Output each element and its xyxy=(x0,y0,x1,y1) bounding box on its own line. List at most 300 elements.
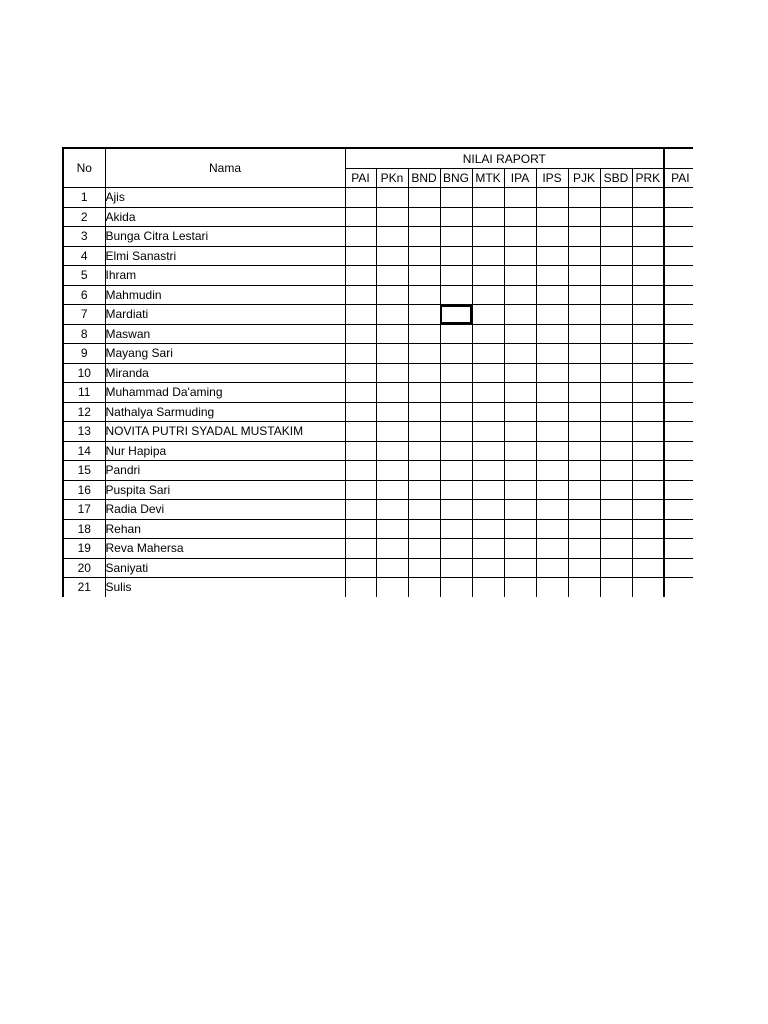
score-cell[interactable] xyxy=(504,480,536,500)
student-name-cell[interactable]: NOVITA PUTRI SYADAL MUSTAKIM xyxy=(105,422,345,442)
score-cell[interactable] xyxy=(568,461,600,481)
score-cell[interactable] xyxy=(504,324,536,344)
student-name-cell[interactable]: Ajis xyxy=(105,188,345,208)
score-cell[interactable] xyxy=(408,539,440,559)
score-cell[interactable] xyxy=(536,422,568,442)
score-cell[interactable] xyxy=(345,441,376,461)
score-cell[interactable] xyxy=(376,519,408,539)
score-cell[interactable] xyxy=(376,305,408,325)
score-cell[interactable] xyxy=(632,344,664,364)
score-cell[interactable] xyxy=(632,383,664,403)
row-number-cell[interactable]: 20 xyxy=(63,558,105,578)
score-cell[interactable] xyxy=(376,441,408,461)
score-cell[interactable] xyxy=(600,227,632,247)
score-cell[interactable] xyxy=(504,207,536,227)
score-cell[interactable] xyxy=(345,344,376,364)
score-cell[interactable] xyxy=(472,558,504,578)
score-cell[interactable] xyxy=(504,422,536,442)
score-cell[interactable] xyxy=(632,558,664,578)
score-cell[interactable] xyxy=(440,578,472,598)
row-number-cell[interactable]: 2 xyxy=(63,207,105,227)
student-name-cell[interactable]: Akida xyxy=(105,207,345,227)
row-number-cell[interactable]: 5 xyxy=(63,266,105,286)
score-cell[interactable] xyxy=(632,519,664,539)
score-cell[interactable] xyxy=(504,188,536,208)
score-cell[interactable] xyxy=(600,500,632,520)
row-number-cell[interactable]: 18 xyxy=(63,519,105,539)
table-row xyxy=(63,305,693,325)
table-row xyxy=(63,324,693,344)
score-cell[interactable] xyxy=(472,324,504,344)
score-cell[interactable] xyxy=(440,344,472,364)
score-cell[interactable] xyxy=(376,539,408,559)
column-header-no[interactable]: No xyxy=(63,148,105,188)
subject-header-sbd[interactable]: SBD xyxy=(600,169,632,188)
score-cell[interactable] xyxy=(472,207,504,227)
score-cell[interactable] xyxy=(536,383,568,403)
score-cell[interactable] xyxy=(664,305,693,325)
row-number-cell[interactable]: 13 xyxy=(63,422,105,442)
score-cell[interactable] xyxy=(376,285,408,305)
score-cell[interactable] xyxy=(408,266,440,286)
score-cell[interactable] xyxy=(664,344,693,364)
group-header-nilai-raport[interactable]: NILAI RAPORT xyxy=(345,148,664,169)
student-name-cell[interactable]: Sulis xyxy=(105,578,345,598)
subject-header-pai-2[interactable]: PAI xyxy=(664,169,693,188)
row-number-cell[interactable]: 11 xyxy=(63,383,105,403)
score-cell[interactable] xyxy=(536,441,568,461)
score-cell[interactable] xyxy=(504,461,536,481)
table-row xyxy=(63,539,693,559)
subject-header-pjk[interactable]: PJK xyxy=(568,169,600,188)
score-cell[interactable] xyxy=(376,480,408,500)
score-cell[interactable] xyxy=(568,344,600,364)
row-number-cell[interactable]: 7 xyxy=(63,305,105,325)
score-cell[interactable] xyxy=(472,285,504,305)
score-cell[interactable] xyxy=(568,558,600,578)
score-cell[interactable] xyxy=(600,285,632,305)
score-cell[interactable] xyxy=(440,422,472,442)
score-cell[interactable] xyxy=(600,344,632,364)
score-cell[interactable] xyxy=(664,402,693,422)
score-cell[interactable] xyxy=(345,188,376,208)
student-name-cell[interactable]: Mayang Sari xyxy=(105,344,345,364)
score-cell[interactable] xyxy=(632,539,664,559)
student-name-cell[interactable]: Puspita Sari xyxy=(105,480,345,500)
score-cell[interactable] xyxy=(504,539,536,559)
score-cell[interactable] xyxy=(664,246,693,266)
table-row xyxy=(63,207,693,227)
score-cell[interactable] xyxy=(376,383,408,403)
student-name-cell[interactable]: Saniyati xyxy=(105,558,345,578)
student-name-cell[interactable]: Bunga Citra Lestari xyxy=(105,227,345,247)
score-cell[interactable] xyxy=(408,227,440,247)
student-name-cell[interactable]: Pandri xyxy=(105,461,345,481)
score-cell[interactable] xyxy=(536,363,568,383)
score-cell[interactable] xyxy=(568,480,600,500)
subject-header-bng[interactable]: BNG xyxy=(440,169,472,188)
score-cell[interactable] xyxy=(440,285,472,305)
score-cell[interactable] xyxy=(600,363,632,383)
student-name-cell[interactable]: Rehan xyxy=(105,519,345,539)
score-cell[interactable] xyxy=(472,519,504,539)
score-cell[interactable] xyxy=(440,539,472,559)
score-cell[interactable] xyxy=(600,207,632,227)
subject-header-pai[interactable]: PAI xyxy=(345,169,376,188)
row-number-cell[interactable]: 9 xyxy=(63,344,105,364)
student-name-cell[interactable]: Muhammad Da'aming xyxy=(105,383,345,403)
score-cell[interactable] xyxy=(345,324,376,344)
score-cell[interactable] xyxy=(408,402,440,422)
student-name-cell[interactable]: Mardiati xyxy=(105,305,345,325)
score-cell[interactable] xyxy=(408,285,440,305)
score-cell[interactable] xyxy=(568,305,600,325)
score-cell[interactable] xyxy=(472,227,504,247)
score-cell[interactable] xyxy=(664,519,693,539)
score-cell[interactable] xyxy=(376,246,408,266)
row-number-cell[interactable]: 4 xyxy=(63,246,105,266)
score-cell[interactable] xyxy=(632,578,664,598)
score-cell[interactable] xyxy=(632,480,664,500)
score-cell[interactable] xyxy=(568,519,600,539)
table-row xyxy=(63,402,693,422)
score-cell[interactable] xyxy=(536,402,568,422)
table-row xyxy=(63,363,693,383)
score-cell[interactable] xyxy=(504,227,536,247)
score-cell[interactable] xyxy=(504,363,536,383)
student-name-cell[interactable]: Ihram xyxy=(105,266,345,286)
student-name-cell[interactable]: Radia Devi xyxy=(105,500,345,520)
score-cell[interactable] xyxy=(472,246,504,266)
score-cell[interactable] xyxy=(472,266,504,286)
score-cell[interactable] xyxy=(536,227,568,247)
score-cell[interactable] xyxy=(376,266,408,286)
score-cell[interactable] xyxy=(664,285,693,305)
score-cell[interactable] xyxy=(440,500,472,520)
score-cell[interactable] xyxy=(376,188,408,208)
score-cell[interactable] xyxy=(600,578,632,598)
score-cell[interactable] xyxy=(472,441,504,461)
score-cell[interactable] xyxy=(664,461,693,481)
score-cell[interactable] xyxy=(600,461,632,481)
score-cell[interactable] xyxy=(632,363,664,383)
score-cell[interactable] xyxy=(632,207,664,227)
score-cell[interactable] xyxy=(568,266,600,286)
score-cell[interactable] xyxy=(440,519,472,539)
table-row xyxy=(63,383,693,403)
score-cell[interactable] xyxy=(632,285,664,305)
score-cell[interactable] xyxy=(440,324,472,344)
score-cell[interactable] xyxy=(504,402,536,422)
subject-header-pkn[interactable]: PKn xyxy=(376,169,408,188)
score-cell[interactable] xyxy=(345,246,376,266)
row-number-cell[interactable]: 14 xyxy=(63,441,105,461)
row-number-cell[interactable]: 3 xyxy=(63,227,105,247)
score-cell[interactable] xyxy=(376,344,408,364)
row-number-cell[interactable]: 1 xyxy=(63,188,105,208)
score-cell[interactable] xyxy=(568,500,600,520)
score-cell[interactable] xyxy=(472,188,504,208)
score-cell[interactable] xyxy=(600,324,632,344)
score-cell[interactable] xyxy=(376,402,408,422)
score-cell[interactable] xyxy=(440,441,472,461)
score-cell[interactable] xyxy=(504,266,536,286)
score-cell[interactable] xyxy=(568,207,600,227)
row-number-cell[interactable]: 6 xyxy=(63,285,105,305)
score-cell[interactable] xyxy=(440,461,472,481)
score-cell[interactable] xyxy=(408,246,440,266)
score-cell[interactable] xyxy=(664,324,693,344)
score-cell[interactable] xyxy=(600,246,632,266)
score-cell[interactable] xyxy=(440,383,472,403)
table-row xyxy=(63,266,693,286)
score-cell[interactable] xyxy=(568,402,600,422)
score-cell[interactable] xyxy=(345,285,376,305)
score-cell[interactable] xyxy=(472,402,504,422)
score-cell[interactable] xyxy=(664,558,693,578)
table-row xyxy=(63,246,693,266)
table-body xyxy=(63,188,693,598)
score-cell[interactable] xyxy=(504,246,536,266)
score-cell[interactable] xyxy=(664,441,693,461)
score-cell[interactable] xyxy=(408,188,440,208)
student-name-cell[interactable]: Miranda xyxy=(105,363,345,383)
score-cell[interactable] xyxy=(504,519,536,539)
score-cell[interactable] xyxy=(568,539,600,559)
score-cell[interactable] xyxy=(408,461,440,481)
score-cell[interactable] xyxy=(536,305,568,325)
score-cell[interactable] xyxy=(568,246,600,266)
score-cell[interactable] xyxy=(440,246,472,266)
score-cell[interactable] xyxy=(568,324,600,344)
score-cell[interactable] xyxy=(472,363,504,383)
score-cell[interactable] xyxy=(440,188,472,208)
score-cell[interactable] xyxy=(600,422,632,442)
score-cell[interactable] xyxy=(568,227,600,247)
student-name-cell[interactable]: Nathalya Sarmuding xyxy=(105,402,345,422)
group-header-next[interactable] xyxy=(664,148,693,169)
subject-header-ipa[interactable]: IPA xyxy=(504,169,536,188)
score-cell[interactable] xyxy=(345,480,376,500)
row-number-cell[interactable]: 15 xyxy=(63,461,105,481)
score-cell[interactable] xyxy=(408,422,440,442)
score-cell[interactable] xyxy=(664,383,693,403)
score-cell[interactable] xyxy=(536,558,568,578)
score-cell[interactable] xyxy=(345,207,376,227)
row-number-cell[interactable]: 8 xyxy=(63,324,105,344)
score-cell[interactable] xyxy=(376,227,408,247)
score-cell[interactable] xyxy=(536,500,568,520)
score-cell[interactable] xyxy=(664,422,693,442)
score-cell[interactable] xyxy=(408,324,440,344)
score-cell[interactable] xyxy=(345,578,376,598)
score-cell[interactable] xyxy=(536,578,568,598)
score-cell[interactable] xyxy=(472,344,504,364)
score-cell[interactable] xyxy=(536,519,568,539)
score-cell[interactable] xyxy=(376,558,408,578)
score-cell[interactable] xyxy=(345,305,376,325)
score-cell[interactable] xyxy=(632,188,664,208)
score-cell[interactable] xyxy=(600,188,632,208)
score-cell[interactable] xyxy=(345,461,376,481)
row-number-cell[interactable]: 17 xyxy=(63,500,105,520)
score-cell[interactable] xyxy=(504,344,536,364)
score-cell[interactable] xyxy=(536,480,568,500)
table-row xyxy=(63,480,693,500)
score-cell[interactable] xyxy=(408,578,440,598)
score-cell[interactable] xyxy=(632,500,664,520)
score-cell[interactable] xyxy=(345,363,376,383)
score-cell[interactable] xyxy=(568,363,600,383)
score-cell[interactable] xyxy=(568,383,600,403)
score-cell[interactable] xyxy=(440,266,472,286)
score-cell[interactable] xyxy=(600,539,632,559)
score-cell[interactable] xyxy=(472,461,504,481)
score-cell[interactable] xyxy=(664,363,693,383)
score-cell[interactable] xyxy=(536,188,568,208)
score-cell[interactable] xyxy=(632,461,664,481)
score-cell[interactable] xyxy=(568,188,600,208)
score-cell[interactable] xyxy=(376,363,408,383)
score-cell[interactable] xyxy=(632,246,664,266)
score-cell[interactable] xyxy=(600,402,632,422)
score-cell[interactable] xyxy=(536,246,568,266)
score-cell[interactable] xyxy=(408,363,440,383)
score-cell[interactable] xyxy=(345,383,376,403)
score-cell[interactable] xyxy=(408,441,440,461)
score-cell[interactable] xyxy=(472,480,504,500)
score-cell[interactable] xyxy=(440,207,472,227)
score-cell[interactable] xyxy=(600,266,632,286)
student-name-cell[interactable]: Elmi Sanastri xyxy=(105,246,345,266)
subject-header-bnd[interactable]: BND xyxy=(408,169,440,188)
score-cell[interactable] xyxy=(600,558,632,578)
score-cell[interactable] xyxy=(504,305,536,325)
column-header-nama[interactable]: Nama xyxy=(105,148,345,188)
score-cell[interactable] xyxy=(408,305,440,325)
score-cell[interactable] xyxy=(376,578,408,598)
score-cell[interactable] xyxy=(632,402,664,422)
score-cell[interactable] xyxy=(408,480,440,500)
score-cell[interactable] xyxy=(536,324,568,344)
score-cell[interactable] xyxy=(345,227,376,247)
score-cell[interactable] xyxy=(408,383,440,403)
score-cell[interactable] xyxy=(408,207,440,227)
score-cell[interactable] xyxy=(472,578,504,598)
score-cell[interactable] xyxy=(504,500,536,520)
score-cell[interactable] xyxy=(408,500,440,520)
score-cell[interactable] xyxy=(664,578,693,598)
score-cell[interactable] xyxy=(408,344,440,364)
score-cell[interactable] xyxy=(472,383,504,403)
student-name-cell[interactable]: Nur Hapipa xyxy=(105,441,345,461)
score-cell[interactable] xyxy=(472,422,504,442)
score-cell[interactable] xyxy=(504,383,536,403)
row-number-cell[interactable]: 21 xyxy=(63,578,105,598)
score-cell[interactable] xyxy=(440,558,472,578)
score-cell[interactable] xyxy=(408,519,440,539)
score-cell[interactable] xyxy=(632,422,664,442)
score-cell[interactable] xyxy=(440,363,472,383)
score-cell[interactable] xyxy=(345,402,376,422)
score-cell[interactable] xyxy=(600,441,632,461)
score-cell[interactable] xyxy=(376,461,408,481)
row-number-cell[interactable]: 19 xyxy=(63,539,105,559)
score-cell[interactable] xyxy=(536,461,568,481)
score-cell[interactable] xyxy=(472,305,504,325)
score-cell[interactable] xyxy=(536,344,568,364)
row-number-cell[interactable]: 16 xyxy=(63,480,105,500)
score-cell[interactable] xyxy=(664,539,693,559)
score-cell[interactable] xyxy=(600,383,632,403)
score-cell[interactable] xyxy=(408,558,440,578)
score-cell[interactable] xyxy=(440,227,472,247)
score-cell[interactable] xyxy=(504,441,536,461)
student-name-cell[interactable]: Maswan xyxy=(105,324,345,344)
score-cell[interactable] xyxy=(472,500,504,520)
score-cell[interactable] xyxy=(632,441,664,461)
score-cell[interactable] xyxy=(664,266,693,286)
score-cell[interactable] xyxy=(664,500,693,520)
score-cell[interactable] xyxy=(376,422,408,442)
score-cell[interactable] xyxy=(440,402,472,422)
subject-header-prk[interactable]: PRK xyxy=(632,169,664,188)
score-cell[interactable] xyxy=(504,558,536,578)
score-cell[interactable] xyxy=(345,422,376,442)
score-cell[interactable] xyxy=(345,558,376,578)
score-cell[interactable] xyxy=(664,188,693,208)
row-number-cell[interactable]: 10 xyxy=(63,363,105,383)
score-cell[interactable] xyxy=(632,324,664,344)
score-cell[interactable] xyxy=(568,422,600,442)
score-cell[interactable] xyxy=(536,285,568,305)
score-cell[interactable] xyxy=(600,305,632,325)
score-cell[interactable] xyxy=(600,480,632,500)
selected-score-cell[interactable] xyxy=(440,305,472,325)
score-cell[interactable] xyxy=(345,519,376,539)
score-cell[interactable] xyxy=(568,285,600,305)
score-cell[interactable] xyxy=(664,207,693,227)
score-cell[interactable] xyxy=(600,519,632,539)
score-cell[interactable] xyxy=(504,285,536,305)
row-number-cell[interactable]: 12 xyxy=(63,402,105,422)
score-cell[interactable] xyxy=(632,227,664,247)
score-cell[interactable] xyxy=(536,207,568,227)
subject-header-ips[interactable]: IPS xyxy=(536,169,568,188)
score-cell[interactable] xyxy=(632,266,664,286)
score-cell[interactable] xyxy=(472,539,504,559)
score-cell[interactable] xyxy=(664,227,693,247)
student-name-cell[interactable]: Reva Mahersa xyxy=(105,539,345,559)
score-cell[interactable] xyxy=(345,539,376,559)
score-cell[interactable] xyxy=(376,324,408,344)
score-cell[interactable] xyxy=(345,500,376,520)
subject-header-mtk[interactable]: MTK xyxy=(472,169,504,188)
score-cell[interactable] xyxy=(345,266,376,286)
score-cell[interactable] xyxy=(568,441,600,461)
score-cell[interactable] xyxy=(504,578,536,598)
score-cell[interactable] xyxy=(440,480,472,500)
score-cell[interactable] xyxy=(536,539,568,559)
student-name-cell[interactable]: Mahmudin xyxy=(105,285,345,305)
table-row xyxy=(63,285,693,305)
score-cell[interactable] xyxy=(536,266,568,286)
score-cell[interactable] xyxy=(632,305,664,325)
score-cell[interactable] xyxy=(376,500,408,520)
score-cell[interactable] xyxy=(568,578,600,598)
score-cell[interactable] xyxy=(664,480,693,500)
score-cell[interactable] xyxy=(376,207,408,227)
